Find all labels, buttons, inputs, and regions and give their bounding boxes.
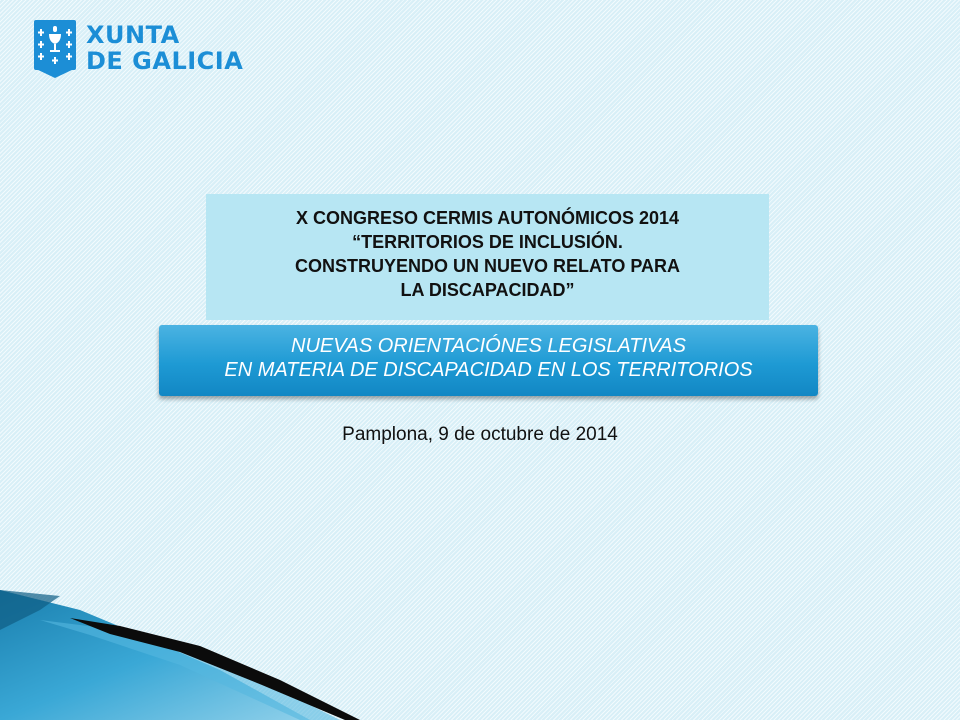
logo-line-1: XUNTA bbox=[86, 21, 180, 49]
xunta-de-galicia-logo bbox=[34, 20, 244, 80]
corner-swoosh-decoration bbox=[0, 590, 960, 720]
logo-wordmark bbox=[86, 22, 243, 74]
topic-line-2: EN MATERIA DE DISCAPACIDAD EN LOS TERRITORIOS bbox=[224, 359, 753, 381]
congress-title-line-2: “TERRITORIOS DE INCLUSIÓN. bbox=[352, 232, 623, 252]
congress-title-line-1: X CONGRESO CERMIS AUTONÓMICOS 2014 bbox=[295, 208, 680, 228]
logo-line-2: DE GALICIA bbox=[86, 47, 244, 75]
congress-title-box bbox=[206, 194, 769, 320]
congress-title-line-4: LA DISCAPACIDAD” bbox=[400, 280, 575, 300]
congress-title-line-3: CONSTRUYENDO UN NUEVO RELATO PARA bbox=[294, 256, 681, 276]
place-and-date: Pamplona, 9 de octubre de 2014 bbox=[342, 424, 618, 445]
topic-banner bbox=[159, 325, 818, 396]
topic-line-1: NUEVAS ORIENTACIÓNES LEGISLATIVAS bbox=[291, 335, 686, 357]
galicia-coat-of-arms-icon bbox=[34, 20, 76, 78]
